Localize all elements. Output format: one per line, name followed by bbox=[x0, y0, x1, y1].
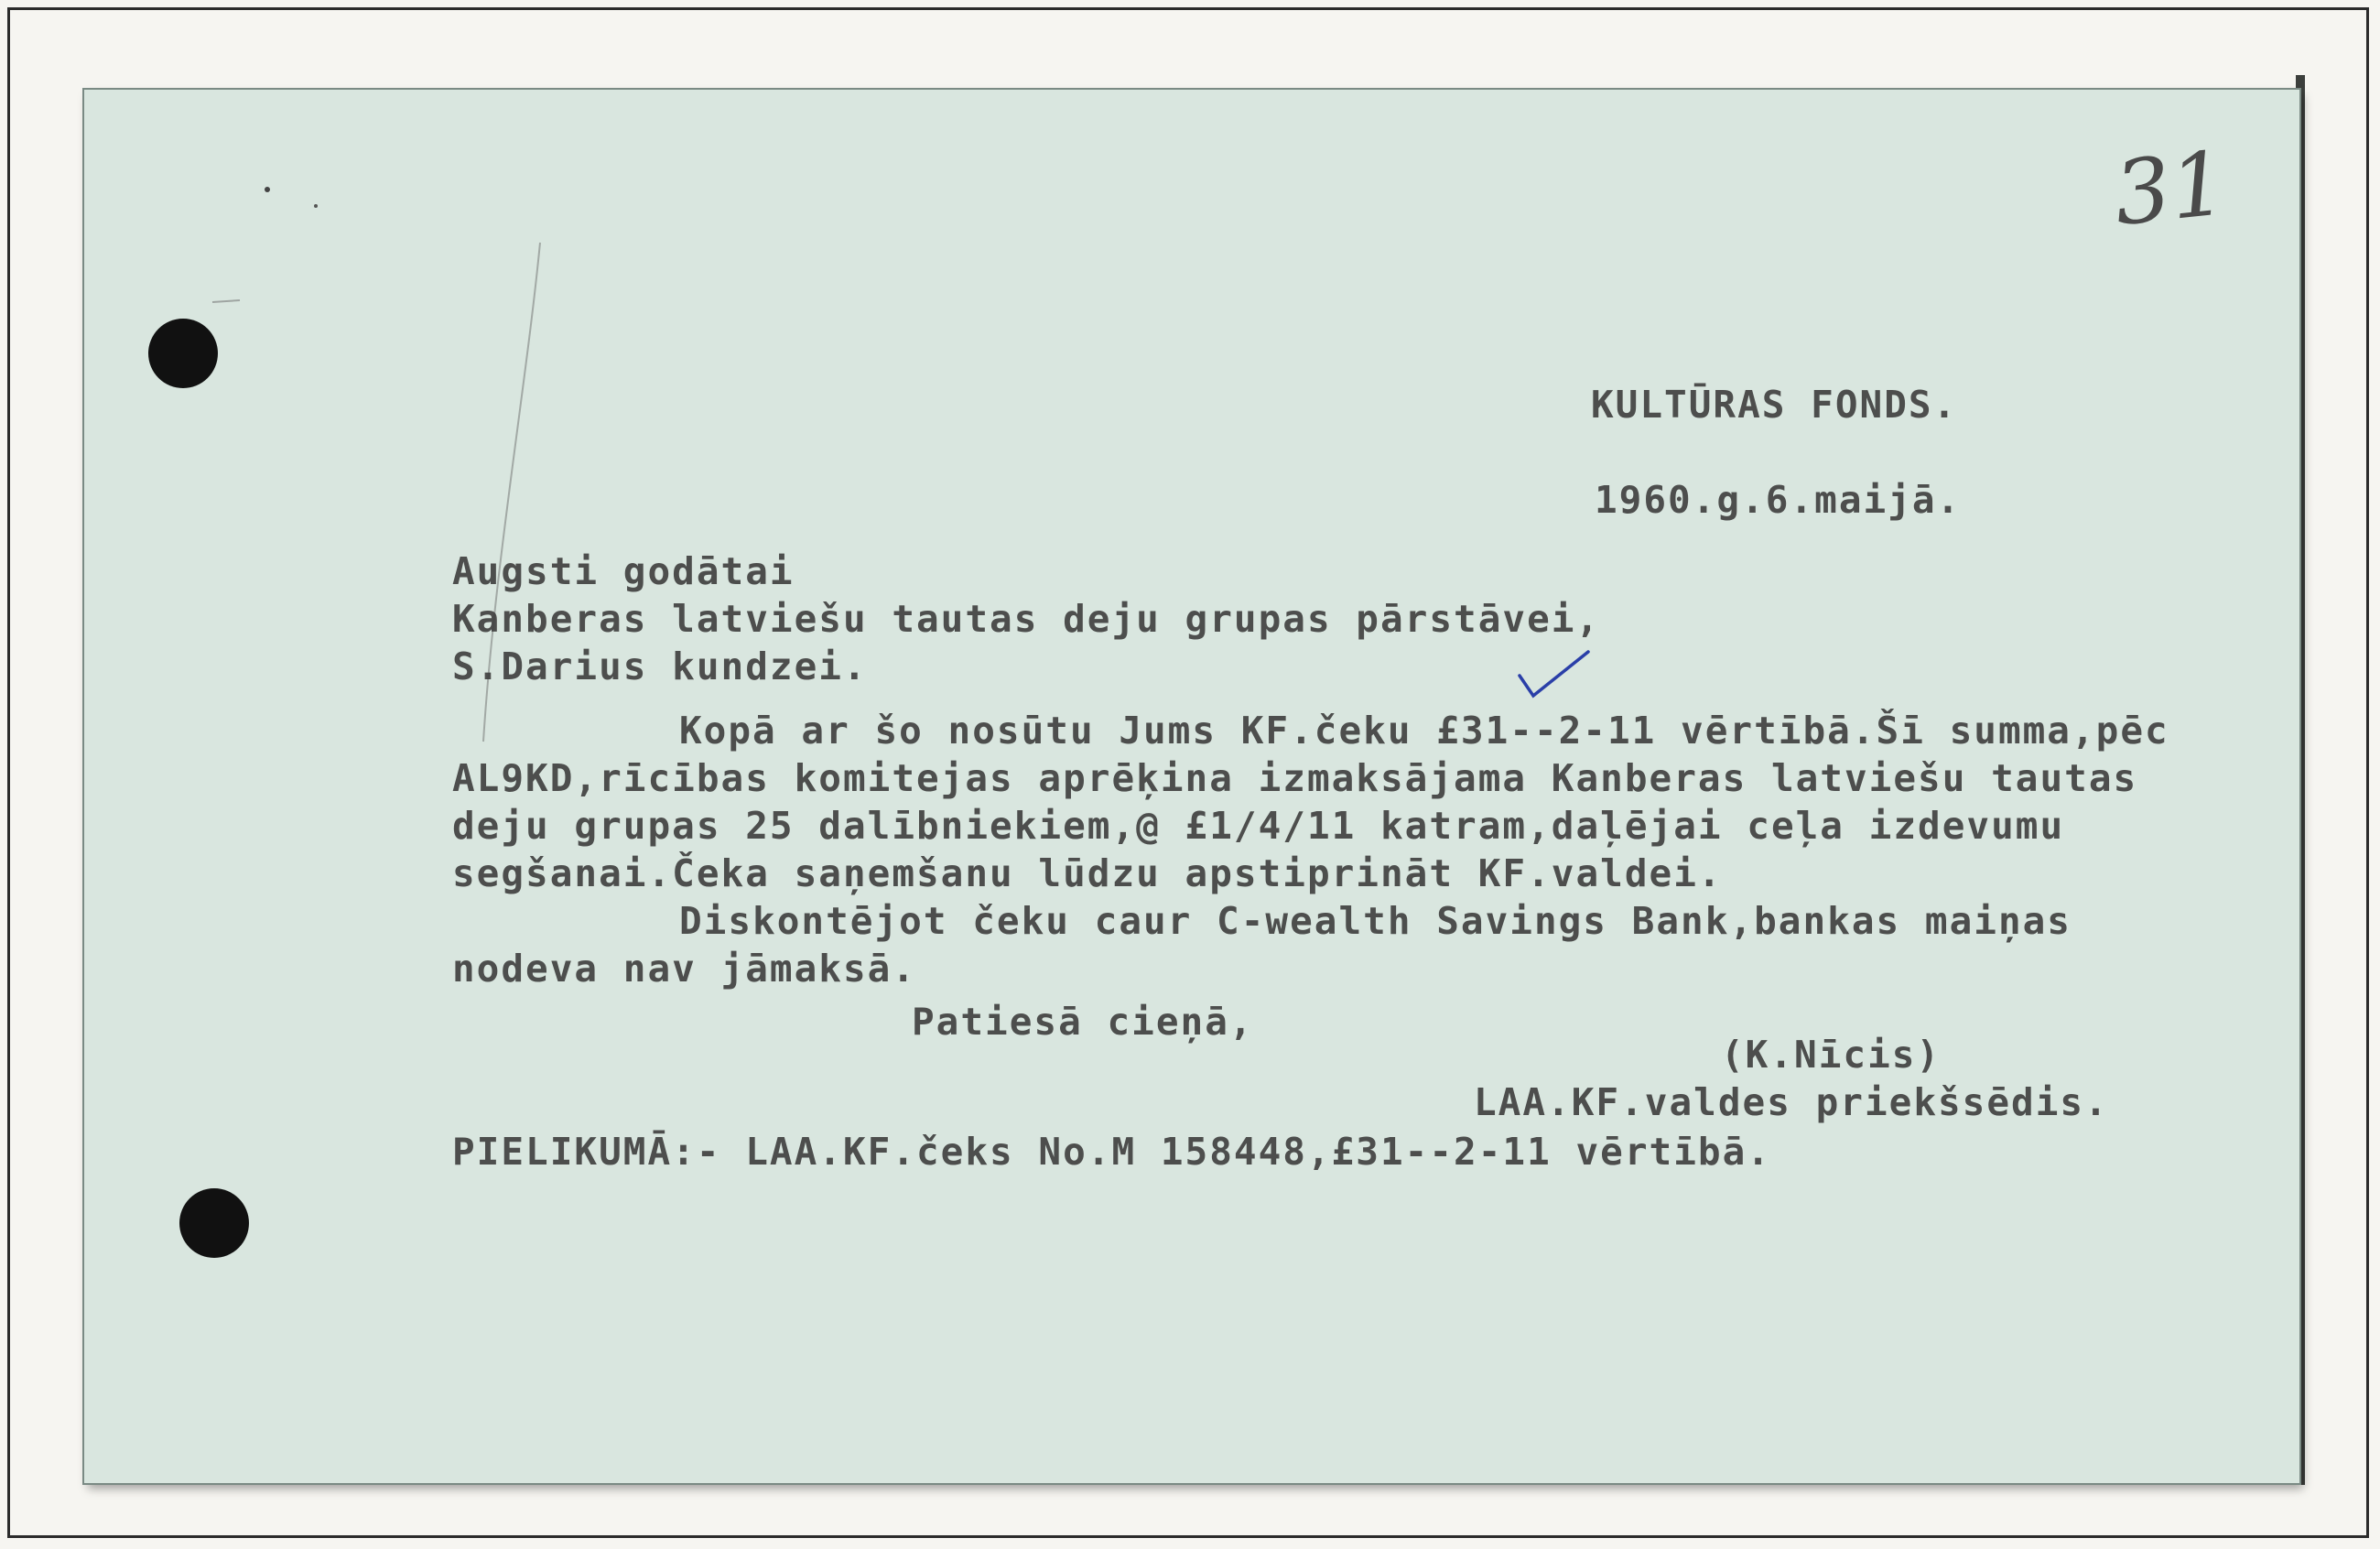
page-number: 31 bbox=[2109, 131, 2232, 246]
letter-date: 1960.g.6.maijā. bbox=[1595, 478, 1962, 522]
checkmark-icon bbox=[1520, 652, 1588, 696]
organization-heading: KULTŪRAS FONDS. bbox=[1591, 383, 1958, 427]
enclosure-note: PIELIKUMĀ:- LAA.KF.čeks No.M 158448,£31--2-11 vērtībā. bbox=[452, 1130, 1771, 1174]
signature-title: LAA.KF.valdes priekšsēdis. bbox=[1474, 1080, 2109, 1124]
body-line: segšanai.Čeka saņemšanu lūdzu apstiprināt KF.valdei. bbox=[452, 851, 1723, 895]
signature-name: (K.Nīcis) bbox=[1721, 1033, 1942, 1077]
recipient-line-2: S.Darius kundzei. bbox=[452, 645, 868, 688]
body-line: AL9KD,rīcības komitejas aprēķina izmaksājama Kanberas latviešu tautas bbox=[452, 756, 2138, 800]
closing: Patiesā cieņā, bbox=[912, 1000, 1254, 1044]
salutation: Augsti godātai bbox=[452, 549, 795, 593]
body-line: Diskontējot čeku caur C-wealth Savings Bank,bankas maiņas bbox=[679, 899, 2072, 943]
body-line: nodeva nav jāmaksā. bbox=[452, 947, 916, 991]
recipient-line-1: Kanberas latviešu tautas deju grupas pārstāvei, bbox=[452, 597, 1601, 641]
body-line: Kopā ar šo nosūtu Jums KF.čeku £31--2-11 vērtībā.Šī summa,pēc bbox=[679, 709, 2169, 753]
body-line: deju grupas 25 dalībniekiem,@ £1/4/11 katram,daļējai ceļa izdevumu bbox=[452, 804, 2065, 848]
